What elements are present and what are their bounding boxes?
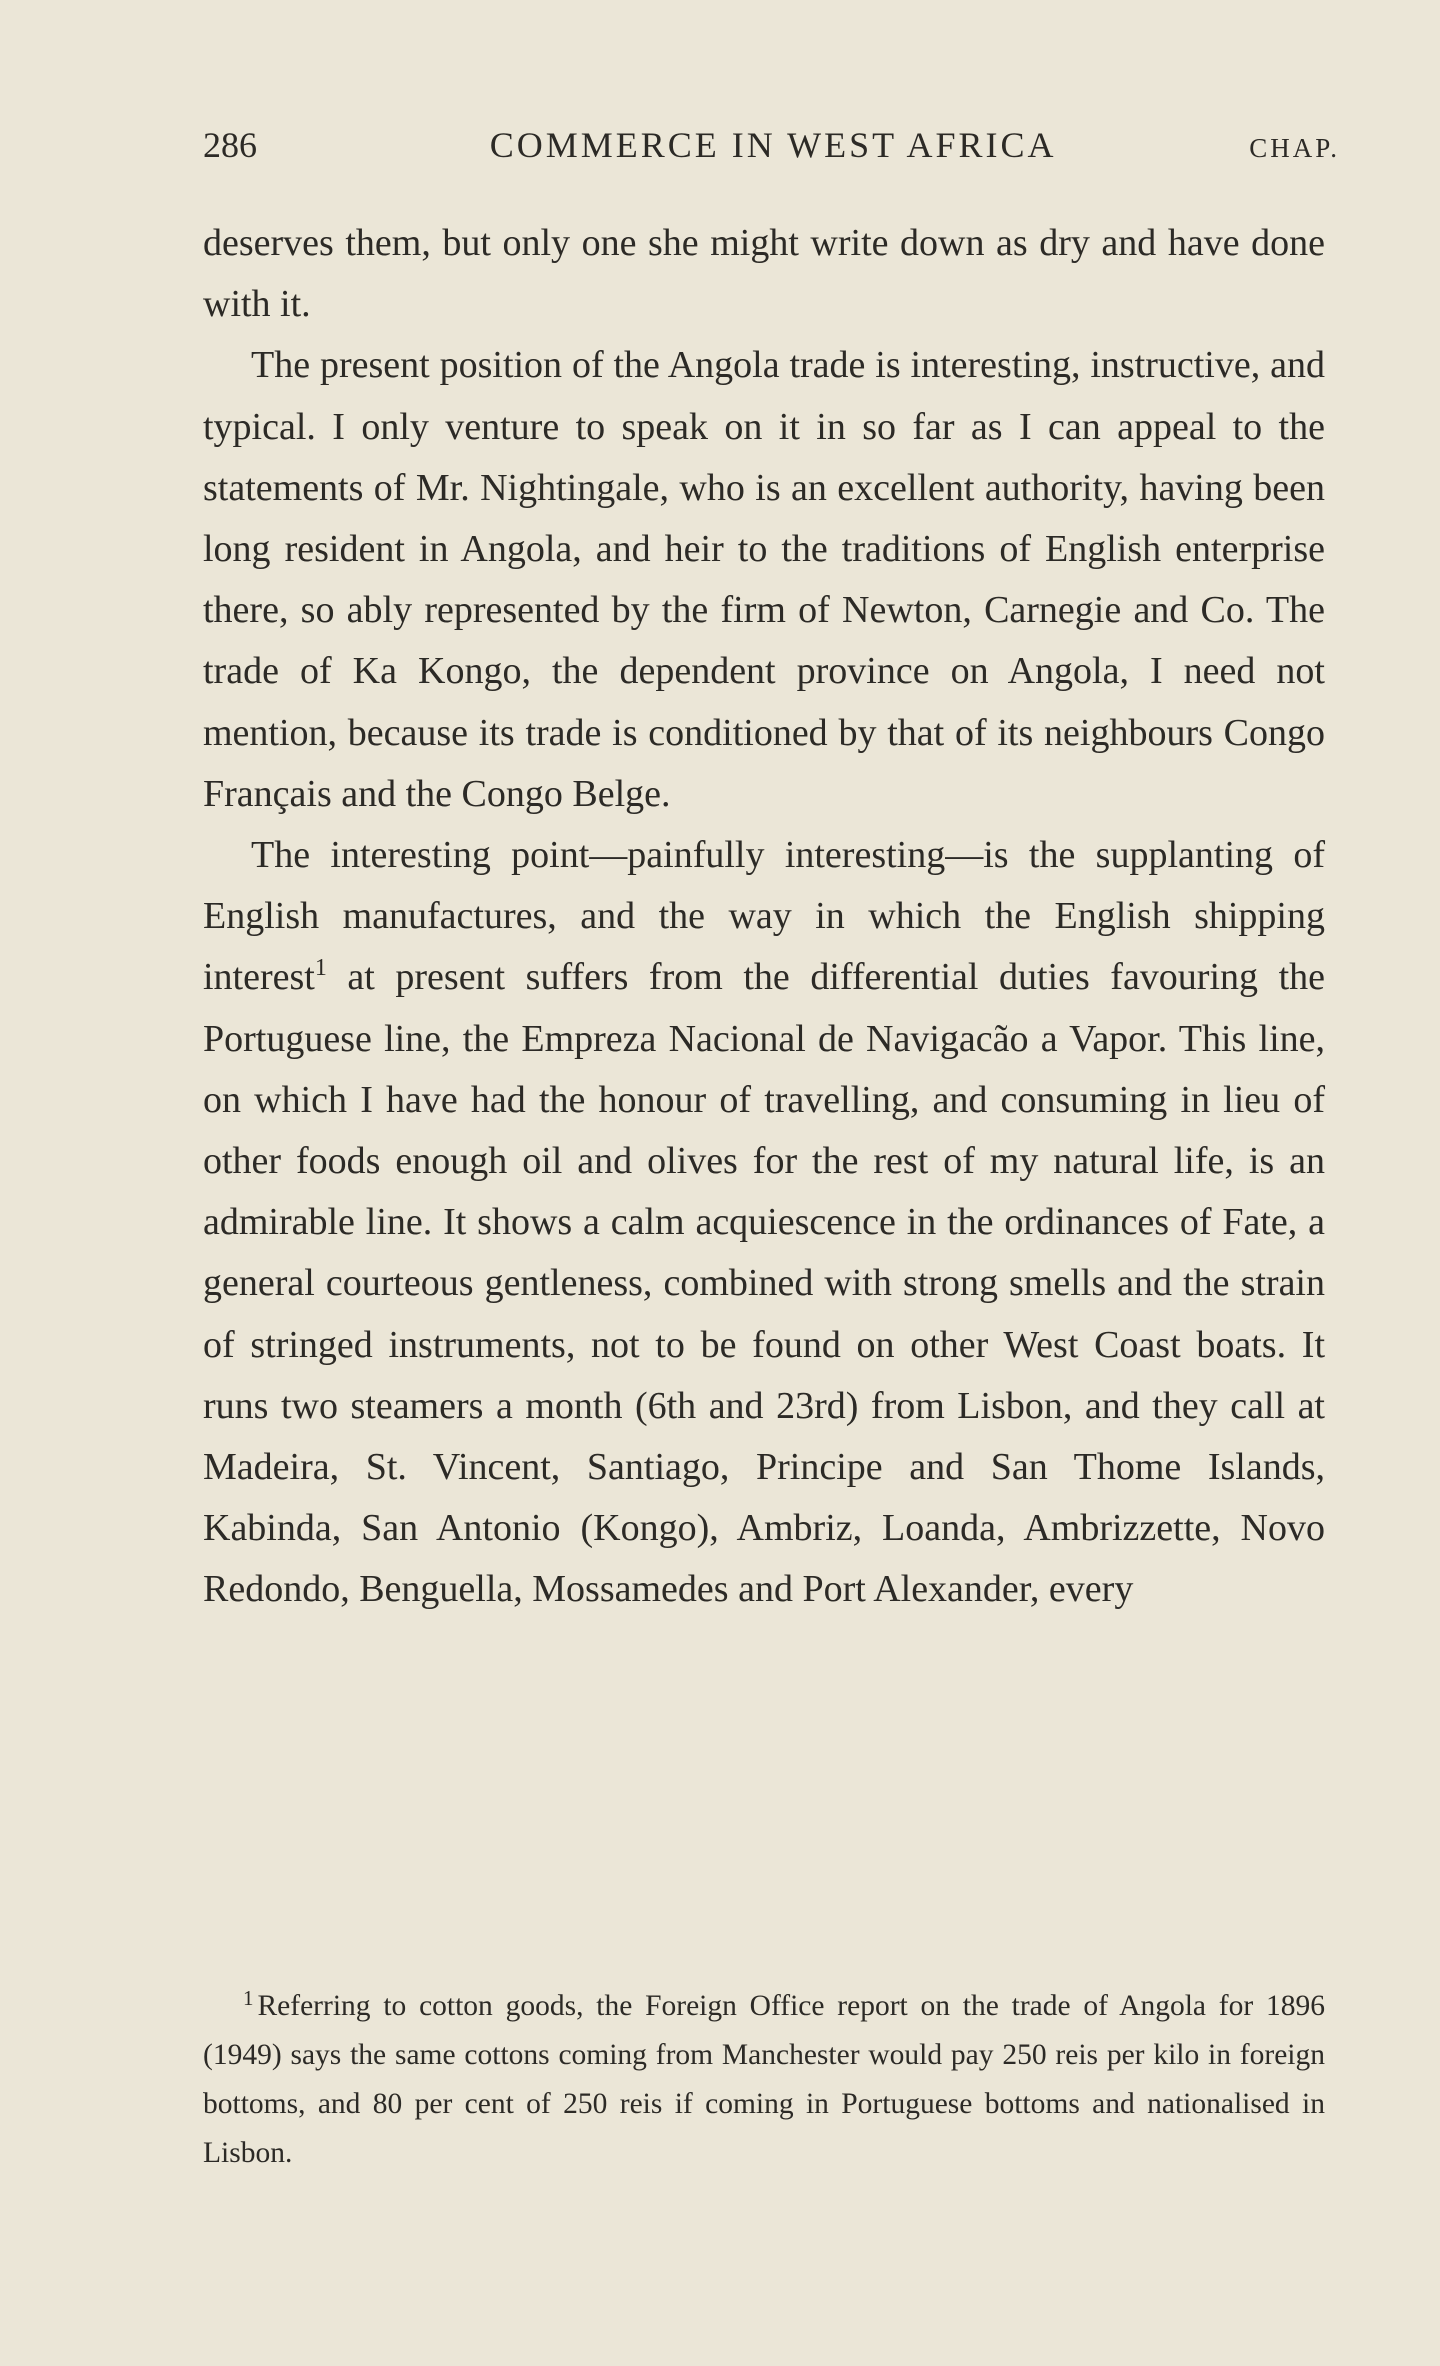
chapter-label: CHAP. (1249, 133, 1340, 163)
paragraph-angola-trade: The present position of the Angola trade is interesting, instructive, and typical. I only venture to speak on it in so far as I can appeal to the statements of Mr. Nightingale, who is an excellent authority, having been long resident in Angola, and heir to the traditions of English enterprise there, so ably represented by the firm of Newton, Carnegie and Co. The trade of Ka Kongo, the dependent province on Angola, I need not mention, because its trade is conditioned by that of its neighbours Congo Français and the Congo Belge. (203, 344, 1325, 815)
running-header (203, 124, 1340, 184)
footnote-text: Referring to cotton goods, the Foreign Office report on the trade of Angola for 1896 (1949) says the same cottons coming from Manchester would pay 250 reis per kilo in foreign bottoms, and 80 per cent of 250 reis if coming in Portuguese bottoms and nationalised in Lisbon. (203, 1990, 1325, 2169)
paragraph-continuation: deserves them, but only one she might write down as dry and have done with it. (203, 222, 1325, 326)
footnote-marker: 1 (243, 1986, 254, 2010)
paragraph-text-after-ref: at present suffers from the differential duties favouring the Portuguese line, the Empreza Nacional de Navigacão a Vapor. This line, on which I have had the honour of travelling, and consuming in lieu of other foods enough oil and olives for the rest of my natural life, is an admirable line. It shows a calm acquiescence in the ordinances of Fate, a general courteous gentleness, combined with strong smells and the strain of stringed instruments, not to be found on other West Coast boats. It runs two steamers a month (6th and 23rd) from Lisbon, and they call at Madeira, St. Vincent, Santiago, Principe and San Thome Islands, Kabinda, San Antonio (Kongo), Ambriz, Loanda, Ambrizzette, Novo Redondo, Benguella, Mossamedes and Port Alexander, every (203, 956, 1325, 1611)
main-text (203, 213, 1325, 1621)
footnote-reference: 1 (314, 955, 327, 982)
running-title: COMMERCE IN WEST AFRICA (489, 125, 1057, 165)
page-number: 286 (203, 125, 257, 165)
paragraph-text-before-ref: The interesting point—painfully interesting—is the supplanting of English manufactures, and the way in which the English shipping interest (203, 834, 1325, 999)
footnote (203, 1982, 1325, 2178)
paragraph-supplanting (203, 825, 1325, 1621)
